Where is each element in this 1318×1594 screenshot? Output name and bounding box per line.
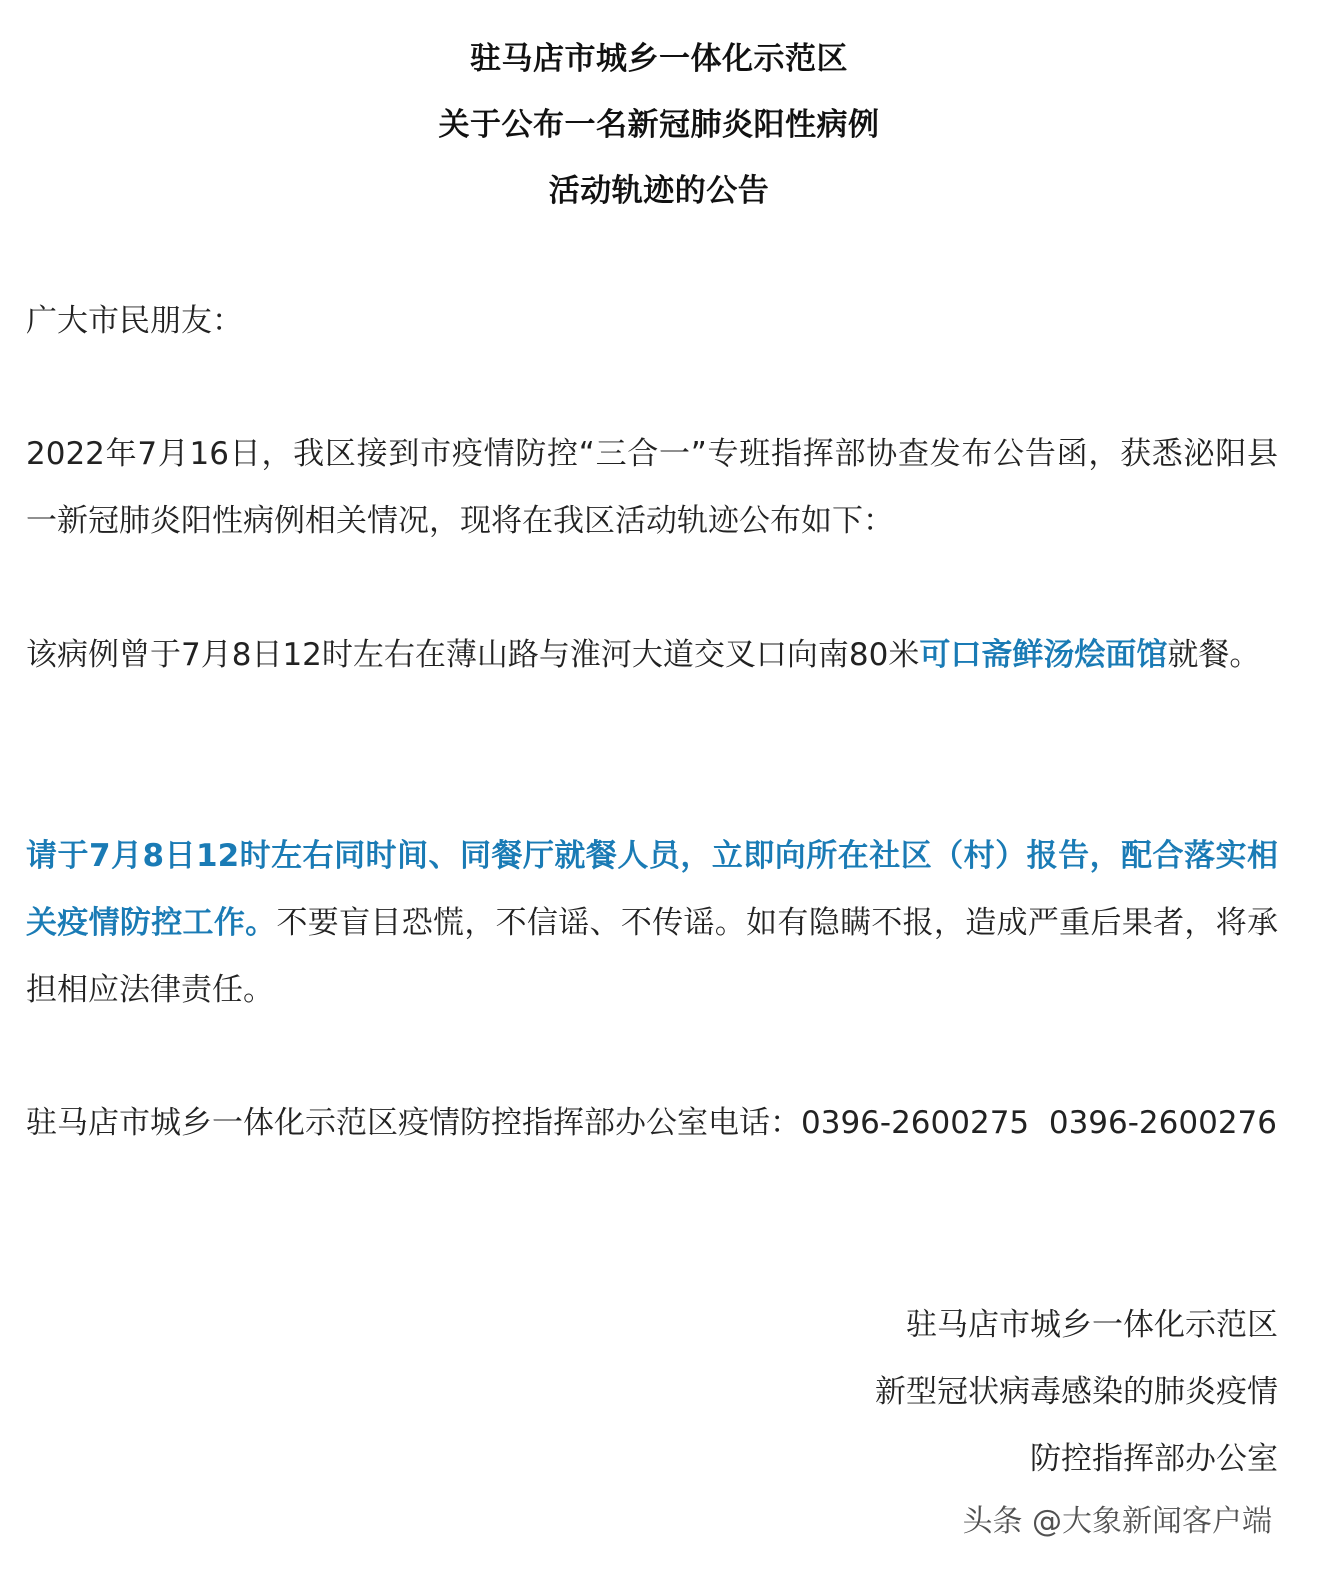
source-watermark: 头条 @大象新闻客户端 [962, 1504, 1272, 1539]
paragraph-notice [26, 823, 1278, 1024]
paragraph-trajectory [26, 622, 1278, 689]
salutation: 广大市民朋友： [26, 303, 243, 339]
title-line-3: 活动轨迹的公告 [548, 173, 770, 209]
signature-line-1: 驻马店市城乡一体化示范区 [906, 1307, 1278, 1343]
signature-line-2: 新型冠状病毒感染的肺炎疫情 [875, 1374, 1278, 1410]
signature-block [875, 1292, 1278, 1493]
paragraph-contact: 驻马店市城乡一体化示范区疫情防控指挥部办公室电话：0396-2600275 0396-2600276 [26, 1105, 1277, 1141]
title-line-1: 驻马店市城乡一体化示范区 [470, 41, 848, 77]
trajectory-text-end: 就餐。 [1167, 637, 1261, 673]
announcement-title [0, 26, 1318, 224]
restaurant-name: 可口斋鲜汤烩面馆 [919, 637, 1168, 673]
notice-highlight: 请于7月8日12时左右同时间、同餐厅就餐人员，立即向所在社区（村）报告，配合落实相关疫情防控工作。 [26, 838, 1278, 941]
notice-text: 不要盲目恐慌，不信谣、不传谣。如有隐瞒不报，造成严重后果者，将承担相应法律责任。 [26, 905, 1279, 1008]
paragraph-intro: 2022年7月16日，我区接到市疫情防控“三合一”专班指挥部协查发布公告函，获悉泌阳县一新冠肺炎阳性病例相关情况，现将在我区活动轨迹公布如下： [26, 436, 1278, 539]
signature-line-3: 防控指挥部办公室 [1030, 1441, 1278, 1477]
title-line-2: 关于公布一名新冠肺炎阳性病例 [438, 107, 880, 143]
trajectory-text: 该病例曾于7月8日12时左右在薄山路与淮河大道交叉口向南80米 [26, 637, 920, 673]
